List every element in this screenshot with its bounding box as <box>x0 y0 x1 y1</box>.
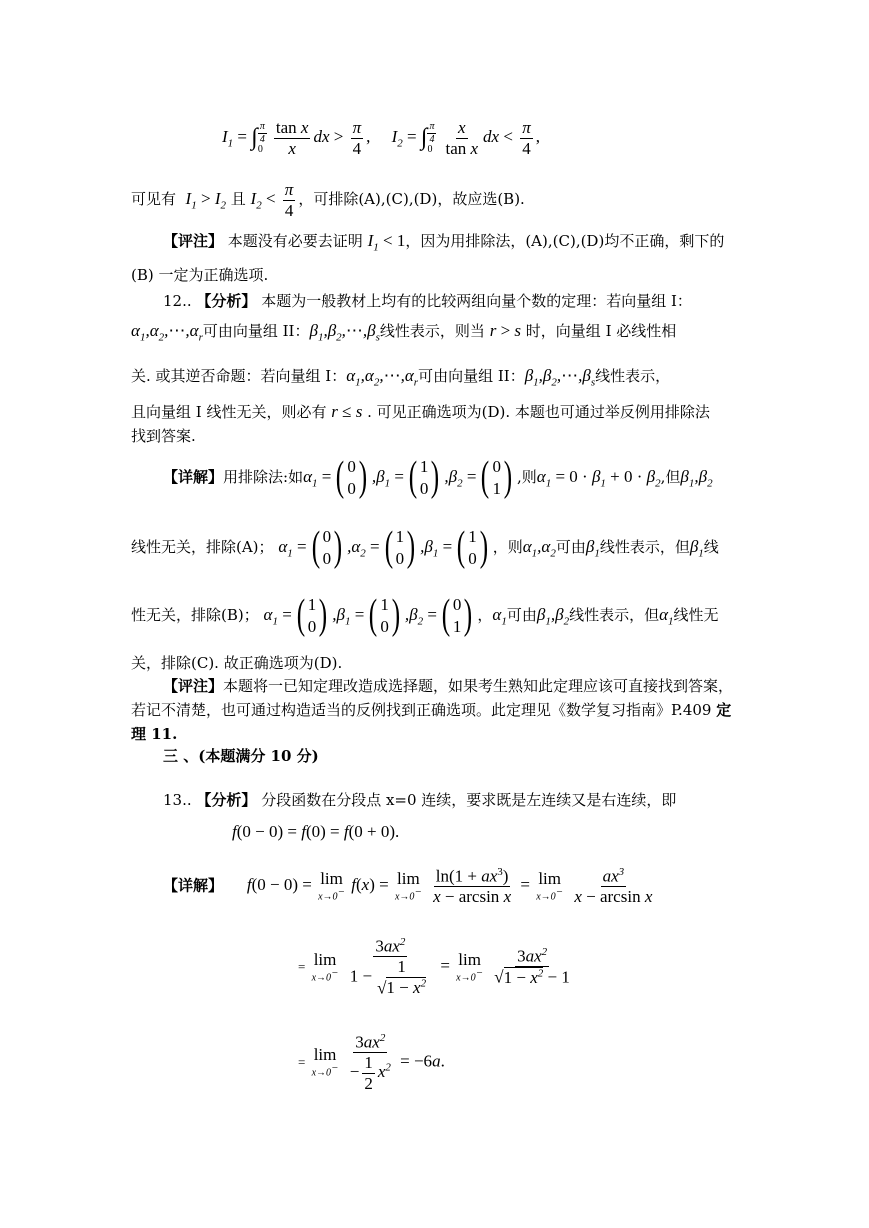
q12-detail3: 性无关，排除(B)； $\alpha_1$ = ( 1 0 ) $,\beta_1$ = ( 1 0 ) $,\beta_2$ = ( 0 1 ) ，$\alpha_1$可由$\beta_1,\beta_2$线性表示，但$\alpha_1$线性无 <box>131 592 719 638</box>
q13-analysis-label: 【分析】 <box>196 791 257 809</box>
section3-heading: 三 、(本题满分 10 分) <box>163 747 319 765</box>
d13-line2: = lim x→0− $3ax^2$ 1 − $\frac{1}{√1 - x^2}$ = lim x→0− $\frac{3ax^2}{√1 - x^2 - 1}$ <box>298 936 570 998</box>
q12-detail2: 线性无关，排除(A)； $\alpha_1$ = ( 0 0 ) $,\alpha_2$ = ( 1 0 ) $,\beta_1$ = ( 1 0 ) ，则$\alpha_1,\alpha_2$可由$\beta_1$线性表示，但$\beta_1$线 <box>131 524 719 570</box>
q12-detail4: 关，排除(C). 故正确选项为(D). <box>131 654 343 672</box>
q13-text: 分段函数在分段点 x=0 连续，要求既是左连续又是右连续，即 <box>261 791 677 809</box>
integrals-line: $I_1$ = ∫ $\frac{\pi}{4}$ 0 $\frac{\text{tan x}}{x}$ dx > $\frac{\pi}{4}$ , $I_2$ = ∫ $\frac{\pi}{4}$ 0 $\frac{x}{\text{tan x}}$ dx < $\frac{\pi}{4}$ , <box>222 118 540 158</box>
q12-line2: $\alpha_1,\alpha_2,\cdots,\alpha_r$可由向量组 II：$\beta_1,\beta_2,\cdots,\beta_s$线性表示，则当 r > s 时，向量组 I 必线性相 <box>131 321 677 344</box>
detail-label: 【详解】 <box>163 468 224 486</box>
comment2-label: 【评注】 <box>163 677 224 695</box>
q13-number: 13. <box>163 791 187 809</box>
comment1: 【评注】 本题没有必要去证明 $I_1 < 1$，因为用排除法，(A),(C),(D)均不正确，剩下的 <box>163 231 725 254</box>
comment1-label: 【评注】 <box>163 232 224 250</box>
q12-number: 12. <box>163 292 187 310</box>
detail13-label: 【详解】 <box>163 876 224 895</box>
d13-line3: = lim x→0− $3ax^2$ − $\frac{1}{2}$ $x^2$ = −6a. <box>298 1032 445 1093</box>
d13-line1: 【详解】 f(0 − 0) = lim x→0− f(x) = lim x→0− $\frac{\ln(1 + ax^3)}{\text{x − arcsin x}}$ = lim x→0− $\frac{ax^3}{\text{x − arcsin x}}$ <box>163 866 653 907</box>
comment2-line2: 若记不清楚，也可通过构造适当的反例找到正确选项。此定理见《数学复习指南》P.409 定 <box>131 701 732 719</box>
conclusion-line: 可见有 $I_1 > I_2$ 且 $I_2$ < $\frac{\pi}{4}$ ，可排除(A),(C),(D)，故应选(B). <box>131 180 525 220</box>
q12-line1: 12.. 【分析】 本题为一般教材上均有的比较两组向量个数的定理：若向量组 I： <box>163 292 692 310</box>
q12-analysis-label: 【分析】 <box>196 292 257 310</box>
q12-detail1: 【详解】用排除法:如$\alpha_1$ = ( 0 0 ) $,\beta_1$ = ( 1 0 ) $,\beta_2$ = ( 0 1 ) ,则$\alpha_1 = 0 \cdot \beta_1 + 0 \cdot \beta_2$,但$\beta_1,\beta_2$ <box>163 454 713 500</box>
comment2: 【评注】本题将一已知定理改造成选择题，如果考生熟知此定理应该可直接找到答案， <box>163 677 734 695</box>
q12-line5: 找到答案. <box>131 427 196 445</box>
comment1-cont: (B) 一定为正确选项. <box>131 266 269 284</box>
comment2-line3: 理 11. <box>131 725 178 743</box>
q13-equation: f(0 − 0) = f(0) = f(0 + 0). <box>232 822 400 841</box>
q12-line3: 关. 或其逆否命题：若向量组 I：$\alpha_1,\alpha_2,\cdots,\alpha_r$可由向量组 II：$\beta_1,\beta_2,\cdots,\beta_s$线性表示， <box>131 366 671 389</box>
q12-text: 本题为一般教材上均有的比较两组向量个数的定理：若向量组 I： <box>261 292 692 310</box>
q12-line4: 且向量组 I 线性无关，则必有 r ≤ s . 可见正确选项为(D). 本题也可通过举反例用排除法 <box>131 402 710 421</box>
q13-line1: 13.. 【分析】 分段函数在分段点 x=0 连续，要求既是左连续又是右连续，即 <box>163 791 677 809</box>
